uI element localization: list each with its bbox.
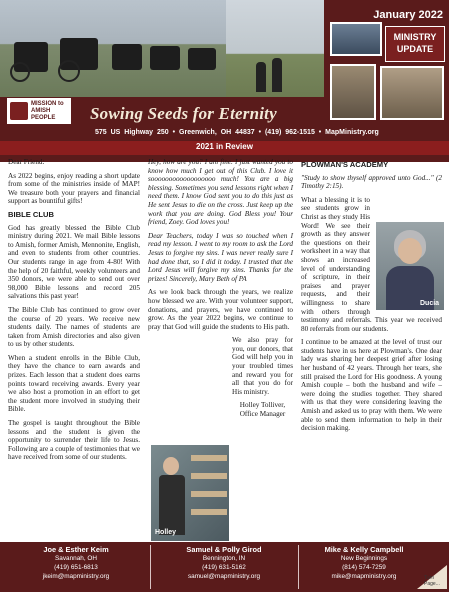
bible-club-heading: BIBLE CLUB — [8, 209, 54, 219]
bible-club-paragraph: The gospel is taught throughout the Bible lessons and the student is given the opportunity to surrender their life to Jesus. Following are a couple of testimonies that we have received from some of our students. — [8, 419, 140, 462]
contact-name: Mike & Kelly Campbell — [324, 545, 404, 554]
signature-name: Holley Tolliver, — [239, 401, 286, 410]
badge-line-1: MINISTRY — [393, 32, 437, 42]
prayer-paragraph: We also pray for you, our donors, that God will help you in your troubled times and reward you for all that you do for His ministry. — [232, 336, 293, 396]
contact-place: Bennington, IN — [202, 555, 246, 562]
contact-email[interactable]: samuel@mapministry.org — [187, 573, 261, 580]
footer-divider — [298, 545, 299, 589]
column-1 — [8, 158, 140, 467]
buggy-wheel — [10, 62, 30, 82]
contact-address: 575 US Highway 250 • Greenwich, OH 44837 • (419) 962-1515 • MapMinistry.org — [95, 129, 379, 136]
footer-contact — [302, 545, 426, 581]
shelf-shape — [191, 491, 227, 497]
section-title: 2021 in Review — [196, 142, 253, 151]
kids-photo-thumb — [330, 64, 376, 120]
signature — [232, 401, 293, 418]
bible-club-paragraph: The Bible Club has continued to grow over the course of 20 years. We receive new students daily. The names of students are taken from Amish directories and also given to us by other students. — [8, 305, 140, 349]
bible-club-paragraph: God has greatly blessed the Bible Club ministry during 2021. We mail Bible lessons to Amish, former Amish, Mennonite, English, and even to students from other countries. Our students range in age from 4-80! With the help of 20 faithful, weekly volunteers and 350 donors, we were able to send out over 98,000 Bible lessons and record 205 salvations this past year! — [8, 223, 140, 301]
turn-page-line-1: Turn — [424, 575, 435, 581]
field-photo — [226, 0, 324, 97]
contact-place: New Beginnings — [340, 555, 388, 562]
academy-paragraph-text: What a blessing it is to see students grow in Christ as they study His Word! We see their growth as they answer the questions on their worksheet in a way that shows an increased level of understanding of scripture, in their praises and prayer requests, and their willingness to share with others through testimony and referrals. This year we received 80 referrals from our students. — [301, 195, 442, 333]
buggy-wheel — [58, 60, 80, 82]
greeting: Dear Friend: — [8, 158, 45, 166]
plowmans-academy-heading: PLOWMAN'S ACADEMY — [301, 160, 389, 169]
bible-club-paragraph: When a student enrolls in the Bible Club, they have the chance to earn awards and prizes. Each lesson that a student does earns points toward receiving awards. Every year we also host a promotion in an effort to get the student more involved in studying their Bible. — [8, 353, 140, 414]
person-figure — [159, 475, 185, 535]
contact-phone: (814) 574-7259 — [342, 564, 386, 571]
contact-name: Joe & Esther Keim — [43, 545, 109, 554]
photo-caption: Holley — [155, 529, 177, 536]
contact-email[interactable]: mike@mapministry.org — [331, 573, 397, 580]
column-2 — [148, 158, 293, 419]
ministry-update-badge — [385, 26, 445, 62]
person-figure — [256, 62, 266, 92]
group-photo-thumb — [330, 22, 382, 56]
academy-paragraph: I continue to be amazed at the level of trust our students have in us here at Plowman's. One dear lady was sharing her deepest grief after losing her husband of 42 years. Through her tears, she still praised the Lord for His goodness. A young Amish couple – both the husband and wife – were doing the studies together. They shared with us that they were considering leaving the Amish and asked us to pray with them. We were able to send them information to help in their decision making. — [301, 338, 442, 433]
shelf-shape — [191, 509, 227, 515]
footer-contact — [6, 545, 146, 581]
shelf-shape — [191, 455, 227, 461]
map-logo — [6, 97, 72, 125]
buggy-shape — [112, 44, 142, 70]
photo-caption: Ducia — [420, 300, 440, 307]
tagline: Sowing Seeds for Eternity — [90, 104, 277, 123]
buggy-shape — [188, 48, 216, 70]
review-paragraph: As we look back through the years, we realize how blessed we are. With your volunteer support, donations, and prayers, we have continued to grow. As the year 2022 begins, we continue to pray that God will guide the students to His path. — [148, 288, 293, 331]
testimony-zoey: Hey, how are you? I am fine. I just wanted you to know how much I get out of this Club. I love it soooooooooooooooooo much! You are a big blessing. Sometimes you send lessons right when I need them. I know God sent you to do this just as He sent Jesus to die on the cross. Just keep up the work that you are doing. God Bless you! Your friend, Zoey. God loves you! — [148, 158, 293, 227]
turn-page-line-2: Page... — [424, 581, 440, 587]
buggies-photo — [0, 0, 226, 97]
shelf-shape — [191, 473, 227, 479]
intro-paragraph: As 2022 begins, enjoy reading a short update from some of the ministries inside of MAP! We treasure both your prayers and financial support as bountiful gifts! — [8, 171, 140, 206]
footer-divider — [150, 545, 151, 589]
issue-date: January 2022 — [336, 6, 449, 26]
badge-line-2: UPDATE — [396, 44, 434, 54]
holley-photo — [151, 445, 229, 541]
contact-name: Samuel & Polly Girod — [186, 545, 262, 554]
contact-place: Savannah, OH — [55, 555, 97, 562]
logo-text: MISSION to AMISH PEOPLE — [31, 101, 64, 121]
contact-email[interactable]: jkeim@mapministry.org — [42, 573, 110, 580]
contact-phone: (419) 631-5162 — [202, 564, 246, 571]
scripture-verse: "Study to show thyself approved unto God..." (2 Timothy 2:15). — [301, 173, 442, 191]
ducia-photo — [376, 222, 444, 310]
buggy-shape — [150, 46, 180, 70]
footer-contact — [154, 545, 294, 581]
map-logo-icon — [10, 102, 28, 120]
signature-title: Office Manager — [239, 410, 286, 419]
person-face — [163, 457, 179, 475]
person-figure — [272, 58, 282, 92]
family-photo-thumb — [380, 66, 444, 120]
contact-phone: (419) 651-6813 — [54, 564, 98, 571]
turn-page-label — [424, 575, 440, 587]
testimony-mary-beth: Dear Teachers, today I was so touched when I read my lesson. I went to my room to ask the Lord Jesus to forgive my sins. I was never really sure I had done that, so I did it today. I trusted that the Lord Jesus will forgive my sins. Thanks for the prizes! Sincerely, Mary Beth of PA — [148, 231, 293, 283]
person-face — [398, 238, 422, 264]
